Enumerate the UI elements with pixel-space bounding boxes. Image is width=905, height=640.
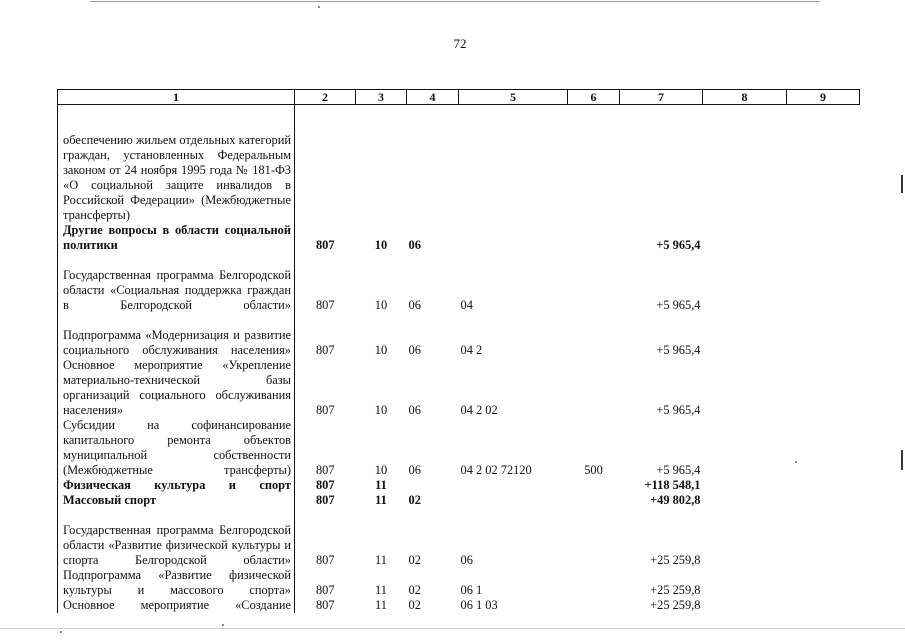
cell-amount: +5 965,4 <box>656 342 701 357</box>
cell-amount: +25 259,8 <box>650 582 701 597</box>
cell-section: 10 <box>374 237 388 252</box>
cell-amount: +5 965,4 <box>656 237 701 252</box>
cell-expense-type <box>568 478 620 493</box>
cell-amount: +25 259,8 <box>650 552 701 567</box>
cell-empty <box>787 105 860 223</box>
cell-amount: +25 259,8 <box>650 597 701 612</box>
cell-empty <box>787 568 860 598</box>
cell-empty <box>787 418 860 478</box>
cell-empty <box>703 313 787 358</box>
cell-section: 11 <box>375 477 387 492</box>
table-row <box>58 493 860 508</box>
right-edge-mark <box>901 175 903 193</box>
cell-empty <box>703 418 787 478</box>
table-row <box>58 598 860 613</box>
cell-target-item: 04 <box>460 297 473 312</box>
row-name: Другие вопросы в области социальной политики <box>58 223 295 253</box>
cell-section: 11 <box>375 552 387 567</box>
cell-grbs: 807 <box>315 492 335 507</box>
cell-expense-type <box>568 313 620 358</box>
cell-empty <box>703 105 787 223</box>
cell-section <box>356 105 407 223</box>
row-name: обеспечению жильем отдельных категорий граждан, установленных Федеральным законом от 24 ноября 1995 года № 181-ФЗ «О социальной защите инвалидов в Российской Федерации» (Межбюджетные трансферты) <box>58 105 295 223</box>
column-header: 6 <box>568 90 620 105</box>
cell-amount: +49 802,8 <box>650 492 701 507</box>
cell-amount: +118 548,1 <box>644 477 701 492</box>
table-row <box>58 313 860 358</box>
cell-expense-type <box>568 358 620 418</box>
cell-expense-type <box>568 568 620 598</box>
scan-speck <box>318 6 320 8</box>
cell-empty <box>703 358 787 418</box>
cell-amount: +5 965,4 <box>656 402 701 417</box>
cell-section: 11 <box>375 597 387 612</box>
row-name: Физическая культура и спорт <box>58 478 295 493</box>
table-row <box>58 418 860 478</box>
cell-target-item <box>459 223 568 253</box>
cell-subsection: 02 <box>408 552 421 567</box>
cell-target-item: 06 <box>460 552 473 567</box>
table-row <box>58 105 860 223</box>
cell-grbs: 807 <box>315 342 335 357</box>
cell-target-item: 06 1 03 <box>460 597 498 612</box>
cell-target-item: 04 2 02 <box>460 402 498 417</box>
cell-subsection: 06 <box>408 402 421 417</box>
column-header: 1 <box>58 90 295 105</box>
row-name: Массовый спорт <box>58 493 295 508</box>
cell-empty <box>787 313 860 358</box>
cell-empty <box>703 493 787 508</box>
cell-target-item <box>459 493 568 508</box>
cell-section: 11 <box>375 492 387 507</box>
cell-subsection: 06 <box>408 237 421 252</box>
page-number: 72 <box>453 36 467 51</box>
row-name: Государственная программа Белгородской области «Развитие физической культуры и спорта Белгородской области» <box>58 508 295 568</box>
cell-empty <box>703 223 787 253</box>
cell-empty <box>703 508 787 568</box>
cell-section: 10 <box>374 297 388 312</box>
row-name: Субсидии на софинансирование капитального ремонта объектов муниципальной собственности (Межбюджетные трансферты) <box>58 418 295 478</box>
cell-grbs: 807 <box>315 297 335 312</box>
table-row <box>58 253 860 313</box>
cell-empty <box>787 253 860 313</box>
cell-grbs: 807 <box>315 462 335 477</box>
cell-expense-type <box>568 223 620 253</box>
table-row <box>58 358 860 418</box>
cell-subsection: 02 <box>408 492 421 507</box>
cell-empty <box>787 478 860 493</box>
column-header: 7 <box>620 90 703 105</box>
cell-subsection: 06 <box>408 342 421 357</box>
top-scan-edge <box>90 1 820 2</box>
cell-grbs <box>295 105 356 223</box>
cell-empty <box>787 508 860 568</box>
cell-empty <box>703 568 787 598</box>
cell-target-item <box>459 105 568 223</box>
cell-subsection <box>407 105 459 223</box>
cell-grbs: 807 <box>315 597 335 612</box>
table-row <box>58 568 860 598</box>
scan-speck <box>222 624 224 626</box>
cell-target-item: 04 2 02 72120 <box>460 462 532 477</box>
row-name: Основное мероприятие «Создание <box>58 598 295 613</box>
cell-subsection: 02 <box>408 597 421 612</box>
cell-section: 10 <box>374 342 388 357</box>
right-edge-mark <box>901 450 903 470</box>
cell-target-item: 06 1 <box>460 582 483 597</box>
cell-subsection: 06 <box>408 297 421 312</box>
cell-grbs: 807 <box>315 237 335 252</box>
cell-grbs: 807 <box>315 552 335 567</box>
cell-expense-type <box>568 105 620 223</box>
cell-expense-type <box>568 508 620 568</box>
column-header: 2 <box>295 90 356 105</box>
column-header: 9 <box>787 90 860 105</box>
table-row <box>58 508 860 568</box>
cell-expense-type <box>568 253 620 313</box>
table-row <box>58 223 860 253</box>
cell-empty <box>787 358 860 418</box>
cell-empty <box>787 493 860 508</box>
cell-grbs: 807 <box>315 582 335 597</box>
cell-amount <box>620 105 703 223</box>
cell-grbs: 807 <box>315 477 335 492</box>
cell-empty <box>703 478 787 493</box>
cell-grbs: 807 <box>315 402 335 417</box>
row-name: Государственная программа Белгородской области «Социальная поддержка граждан в Белгородской области» <box>58 253 295 313</box>
cell-empty <box>703 598 787 613</box>
cell-empty <box>703 253 787 313</box>
row-name: Подпрограмма «Модернизация и развитие социального обслуживания населения» <box>58 313 295 358</box>
column-header: 5 <box>459 90 568 105</box>
scan-speck <box>60 631 62 633</box>
header-row <box>58 90 860 105</box>
column-header: 3 <box>356 90 407 105</box>
cell-section: 10 <box>374 462 388 477</box>
cell-expense-type: 500 <box>584 462 603 477</box>
bottom-scan-edge <box>0 628 905 629</box>
cell-section: 11 <box>375 582 387 597</box>
row-name: Подпрограмма «Развитие физической культуры и массового спорта» <box>58 568 295 598</box>
cell-subsection: 06 <box>408 462 421 477</box>
cell-subsection <box>407 478 459 493</box>
cell-target-item <box>459 478 568 493</box>
cell-target-item: 04 2 <box>460 342 483 357</box>
cell-amount: +5 965,4 <box>656 462 701 477</box>
table-row <box>58 478 860 493</box>
cell-expense-type <box>568 598 620 613</box>
budget-table <box>57 89 860 613</box>
column-header: 8 <box>703 90 787 105</box>
cell-subsection: 02 <box>408 582 421 597</box>
cell-section: 10 <box>374 402 388 417</box>
cell-empty <box>787 598 860 613</box>
row-name: Основное мероприятие «Укрепление материально-технической базы организаций социального обслуживания населения» <box>58 358 295 418</box>
cell-empty <box>787 223 860 253</box>
column-header: 4 <box>407 90 459 105</box>
cell-amount: +5 965,4 <box>656 297 701 312</box>
cell-expense-type <box>568 493 620 508</box>
